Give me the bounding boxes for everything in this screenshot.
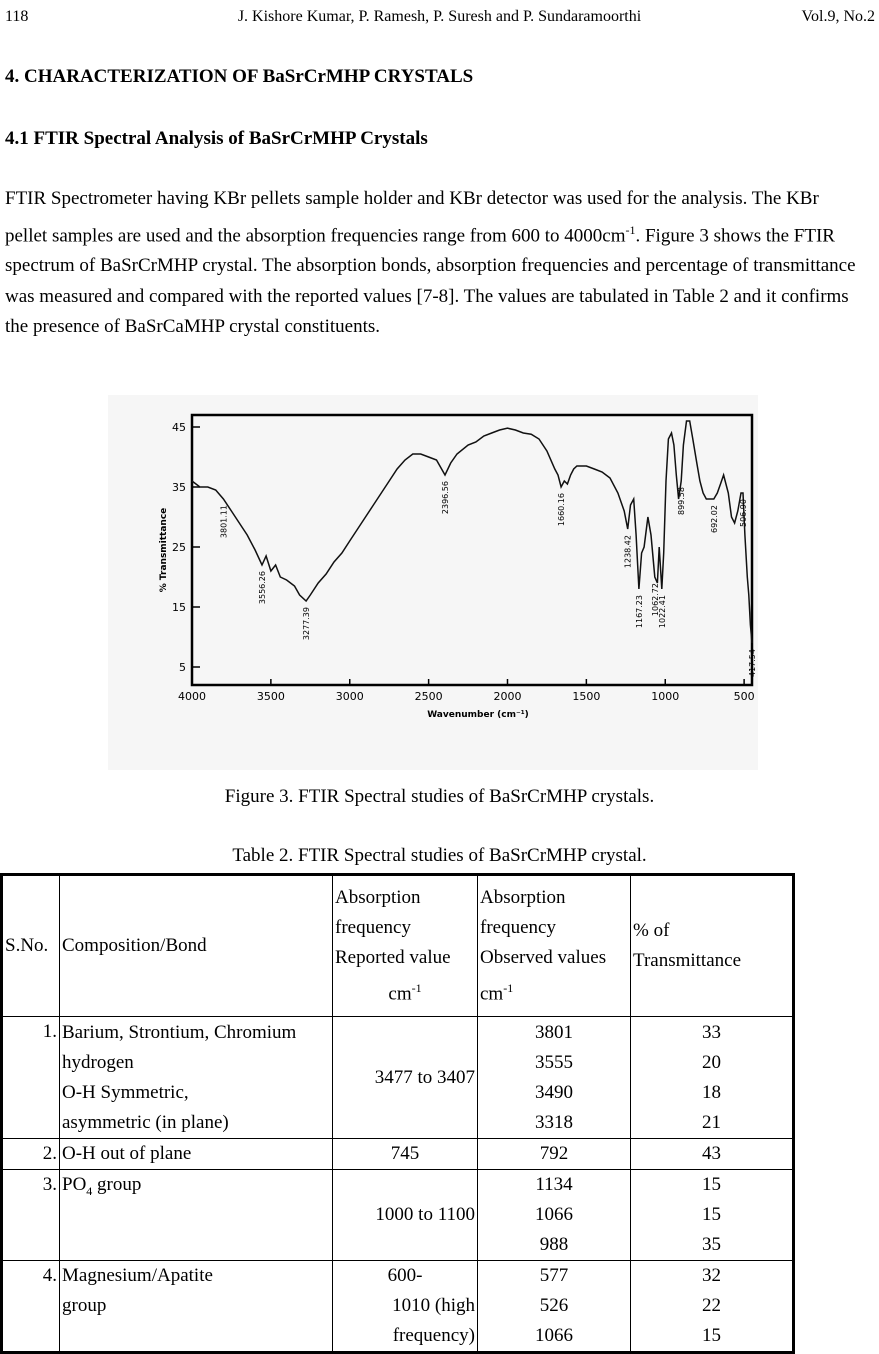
x-tick-label: 2500	[414, 690, 443, 703]
cell-reported: 745	[333, 1139, 478, 1170]
running-header-authors: J. Kishore Kumar, P. Ramesh, P. Suresh and P. Sundaramoorthi	[237, 8, 642, 25]
spectrum-line	[192, 421, 752, 643]
subsection-title: 4.1 FTIR Spectral Analysis of BaSrCrMHP Crystals	[5, 128, 428, 149]
reported-line: 1010 (high	[392, 1295, 475, 1316]
peak-label: 3277.39	[302, 607, 312, 641]
bond-subscript: 4	[86, 1183, 93, 1198]
x-tick-label: 2000	[493, 690, 522, 703]
peak-label: 1167.23	[634, 595, 644, 629]
x-tick-label: 3000	[335, 690, 364, 703]
cell-bond: O-H out of plane	[60, 1139, 333, 1170]
observed-value: 3801	[535, 1021, 573, 1043]
body-paragraph	[5, 184, 865, 343]
cell-observed	[478, 1261, 631, 1353]
x-tick-label: 500	[733, 690, 755, 703]
header-observed-line: Absorption	[480, 886, 566, 908]
transmittance-value: 15	[702, 1174, 721, 1195]
bond-line: Magnesium/Apatite	[62, 1265, 213, 1286]
x-tick-label: 3500	[256, 690, 285, 703]
reported-line: 600-	[387, 1265, 423, 1286]
header-observed-line: frequency	[480, 916, 556, 938]
peak-label: 3556.26	[258, 571, 267, 605]
transmittance-value: 22	[702, 1295, 721, 1316]
header-observed-unit	[480, 973, 628, 1009]
transmittance-value: 32	[702, 1265, 721, 1286]
bond-line: hydrogen	[62, 1051, 134, 1073]
paragraph-part-1: FTIR Spectrometer having KBr pellets sample holder and KBr detector was used for the analysis. The KBr pellet samples are used and the absorption frequencies range from 600 to 4000cm	[5, 188, 819, 246]
header-reported-line: frequency	[335, 916, 411, 938]
transmittance-value: 15	[702, 1325, 721, 1346]
cell-bond	[60, 1017, 333, 1139]
unit-text: cm	[388, 983, 412, 1005]
peak-label: 2396.56	[441, 481, 450, 515]
table-caption: Table 2. FTIR Spectral studies of BaSrCrMHP crystal.	[232, 845, 647, 866]
transmittance-value: 18	[702, 1081, 721, 1103]
x-tick-label: 4000	[178, 690, 206, 703]
transmittance-value: 35	[702, 1234, 721, 1255]
cell-sno: 1.	[2, 1017, 60, 1139]
observed-value: 3555	[535, 1051, 573, 1073]
header-observed	[478, 875, 631, 1017]
header-reported-unit	[335, 973, 475, 1009]
observed-value: 577	[539, 1265, 569, 1286]
cell-transmittance	[631, 1261, 794, 1353]
bond-line: asymmetric (in plane)	[62, 1111, 229, 1133]
cell-sno: 4.	[2, 1261, 60, 1353]
cell-bond	[60, 1170, 333, 1261]
x-axis-label: Wavenumber (cm⁻¹)	[427, 710, 529, 720]
header-reported-line: Reported value	[335, 946, 451, 968]
peak-label: 692.02	[709, 505, 719, 533]
observed-value: 1134	[535, 1174, 573, 1195]
header-reported	[333, 875, 478, 1017]
table-header-row	[2, 875, 794, 1017]
peak-label: 1660.16	[557, 493, 567, 527]
observed-value: 3490	[535, 1081, 573, 1103]
header-reported-line: Absorption	[335, 886, 421, 908]
unit-text: cm	[480, 983, 504, 1005]
x-tick-label: 1500	[572, 690, 601, 703]
peak-label: 417.54	[748, 649, 757, 677]
cell-transmittance	[631, 1017, 794, 1139]
unit-superscript: -1	[411, 980, 422, 995]
bond-text-rest: group	[92, 1174, 142, 1195]
page-number: 118	[5, 8, 29, 25]
y-tick-label: 35	[172, 481, 186, 494]
bond-line: group	[62, 1295, 107, 1316]
cell-reported	[333, 1261, 478, 1353]
header-transmittance-line: Transmittance	[633, 950, 742, 971]
observed-value: 1066	[535, 1325, 573, 1346]
section-title: 4. CHARACTERIZATION OF BaSrCrMHP CRYSTALS	[5, 66, 474, 87]
ftir-figure	[108, 395, 758, 770]
cell-transmittance	[631, 1170, 794, 1261]
transmittance-value: 20	[702, 1051, 721, 1073]
reported-line: frequency)	[392, 1325, 475, 1346]
table-row	[2, 1017, 794, 1139]
table-row	[2, 1139, 794, 1170]
cell-observed	[478, 1170, 631, 1261]
bond-line: O-H Symmetric,	[62, 1081, 189, 1103]
peak-label: 1022.41	[657, 595, 667, 629]
header-transmittance	[631, 875, 794, 1017]
paragraph-part-2: . Figure 3 shows the FTIR spectrum of BaSrCrMHP crystal. The absorption bonds, absorption frequencies and percentage of transmittance was measured and compared with the reported values [7-8]. The values are tabulated in Table 2 and it confirms the presence of BaSrCaMHP crystal constituents.	[5, 224, 856, 338]
bond-line: Barium, Strontium, Chromium	[62, 1021, 297, 1043]
y-tick-label: 45	[172, 421, 186, 434]
ftir-table	[0, 873, 795, 1354]
bond-text: PO	[62, 1174, 87, 1195]
y-tick-label: 5	[179, 661, 186, 674]
transmittance-value: 21	[702, 1111, 721, 1133]
observed-value: 526	[539, 1295, 569, 1316]
cell-sno: 2.	[2, 1139, 60, 1170]
transmittance-value: 33	[702, 1021, 721, 1043]
cell-transmittance: 43	[631, 1139, 794, 1170]
header-sno: S.No.	[2, 875, 60, 1017]
table-row	[2, 1170, 794, 1261]
cell-observed: 792	[478, 1139, 631, 1170]
figure-caption: Figure 3. FTIR Spectral studies of BaSrCrMHP crystals.	[224, 786, 655, 807]
paragraph-superscript: -1	[625, 222, 636, 237]
cell-bond	[60, 1261, 333, 1353]
table-row	[2, 1261, 794, 1353]
peak-label: 506.90	[739, 499, 748, 527]
peak-label: 1238.42	[623, 535, 633, 569]
cell-observed	[478, 1017, 631, 1139]
y-tick-label: 15	[172, 601, 186, 614]
header-transmittance-line: % of	[633, 920, 670, 941]
y-axis-label: % Transmittance	[159, 507, 169, 593]
peak-label: 3801.11	[219, 505, 229, 539]
observed-value: 1066	[535, 1204, 573, 1225]
cell-reported: 3477 to 3407	[333, 1017, 478, 1139]
cell-sno: 3.	[2, 1170, 60, 1261]
peak-label: 1062.72	[650, 583, 660, 617]
observed-value: 988	[539, 1234, 569, 1255]
header-observed-line: Observed values	[480, 946, 607, 968]
observed-value: 3318	[535, 1111, 573, 1133]
y-tick-label: 25	[172, 541, 186, 554]
x-tick-label: 1000	[651, 690, 680, 703]
ftir-chart	[108, 395, 758, 770]
cell-reported: 1000 to 1100	[333, 1170, 478, 1261]
transmittance-value: 15	[702, 1204, 721, 1225]
header-bond: Composition/Bond	[60, 875, 333, 1017]
unit-superscript: -1	[503, 980, 514, 995]
running-header-volume: Vol.9, No.2	[801, 8, 875, 25]
peak-label: 899.58	[677, 487, 687, 515]
